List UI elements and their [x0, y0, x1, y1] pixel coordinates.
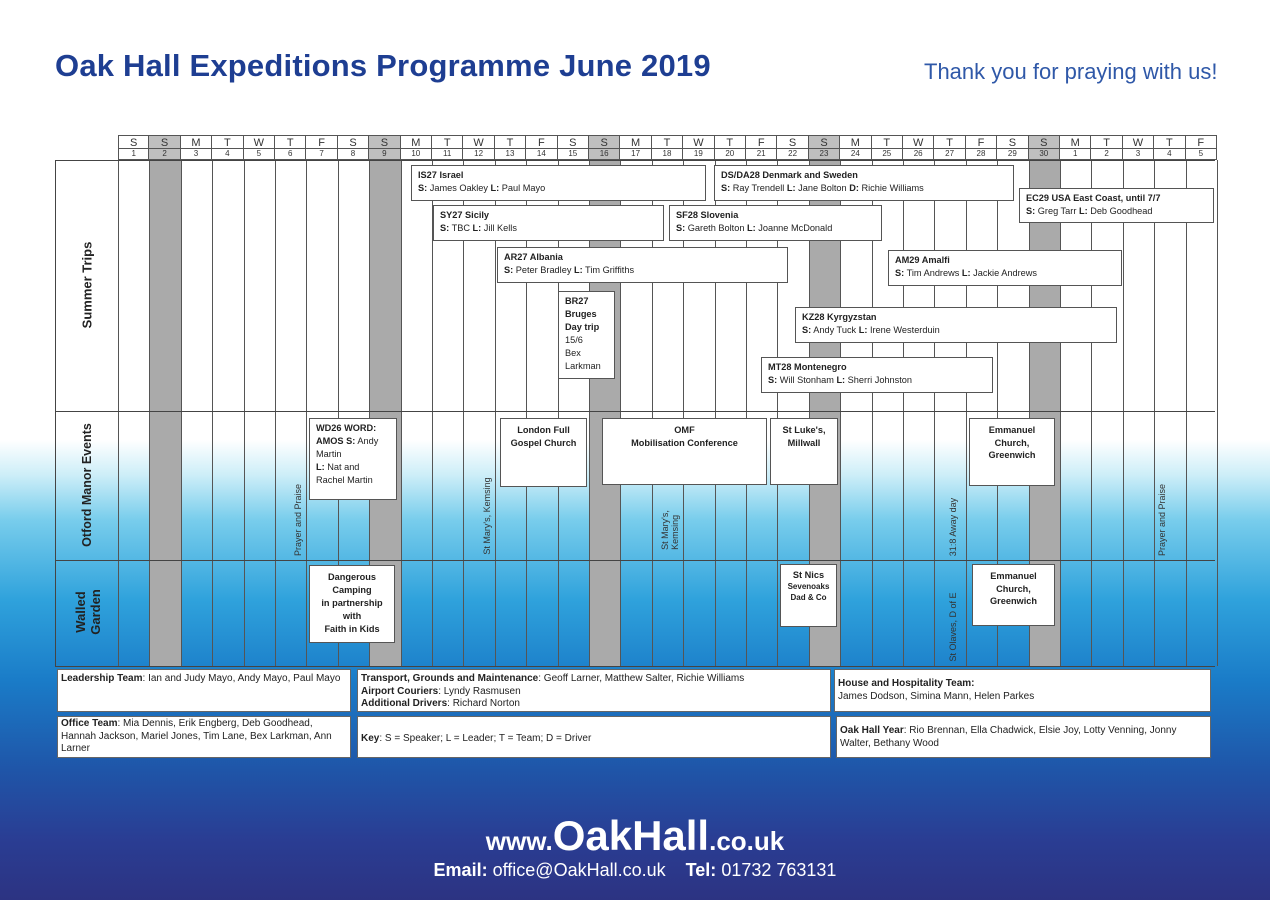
day-letter: M	[840, 135, 871, 149]
office-names: : Mia Dennis, Erik Engberg, Deb Goodhead, Hannah Jackson, Mariel Jones, Tim Lane, Bex Larkman, Ann Larner	[61, 718, 332, 754]
day-letter: W	[683, 135, 714, 149]
office-label: Office Team	[61, 718, 118, 729]
grid-row-line	[55, 666, 1215, 667]
event-line: Sevenoaks	[787, 582, 830, 591]
day-letter: T	[872, 135, 903, 149]
grid-line	[244, 160, 245, 666]
speaker-key: S:	[721, 182, 731, 193]
grid-line	[1186, 160, 1187, 666]
event-title: AMOS	[316, 436, 344, 446]
trip-line: 15/6	[565, 335, 583, 345]
speaker-key: S:	[676, 222, 686, 233]
event-line: Mobilisation Conference	[631, 437, 738, 448]
tel-label: Tel:	[685, 860, 717, 880]
page-title: Oak Hall Expeditions Programme June 2019	[55, 48, 711, 83]
speaker-name: Martin	[316, 449, 342, 459]
day-letter: S	[589, 135, 620, 149]
day-letter: T	[275, 135, 306, 149]
trip-title: SF28 Slovenia	[676, 210, 739, 220]
trip-title: KZ28 Kyrgyzstan	[802, 312, 877, 322]
speaker-name: TBC	[451, 222, 470, 233]
day-number: 12	[463, 149, 494, 160]
event-emmanuel-greenwich-garden[interactable]	[972, 564, 1055, 626]
day-number: 28	[966, 149, 997, 160]
event-line: Emmanuel	[990, 571, 1037, 581]
event-line: Greenwich	[988, 450, 1036, 460]
day-number: 10	[401, 149, 432, 160]
event-line: Faith in Kids	[324, 624, 380, 634]
day-number: 8	[338, 149, 369, 160]
event-wd26-word-amos[interactable]	[309, 418, 397, 500]
event-omf-conference[interactable]	[602, 418, 767, 485]
speaker-name: Will Stonham	[779, 374, 834, 385]
speaker-name: Andy	[357, 436, 379, 446]
grid-row-line	[55, 560, 1215, 561]
grid-line	[275, 160, 276, 666]
row-label-walled-garden	[73, 589, 103, 635]
grid-line	[118, 160, 119, 666]
grid-line	[1123, 160, 1124, 666]
key-label: Key	[361, 733, 380, 744]
day-letter: S	[558, 135, 589, 149]
trip-kz28-kyrgyzstan[interactable]	[795, 307, 1117, 343]
leader-key: L:	[316, 462, 325, 472]
day-number: 4	[212, 149, 243, 160]
grid-line	[401, 160, 402, 666]
grid-row-line	[55, 160, 1215, 161]
grid-line	[55, 160, 56, 666]
leader-name: Tim Griffiths	[585, 264, 635, 275]
trip-dsda28-denmark-sweden[interactable]	[714, 165, 1014, 201]
leader-name: Irene Westerduin	[869, 324, 940, 335]
website-link[interactable]	[0, 812, 1270, 860]
speaker-key: S:	[504, 264, 514, 275]
day-letter: M	[620, 135, 651, 149]
trip-title: EC29 USA East Coast, until 7/7	[1026, 193, 1161, 203]
event-line: Dad & Co	[790, 593, 827, 602]
grid-line	[212, 160, 213, 666]
trip-title: MT28 Montenegro	[768, 362, 847, 372]
leader-name: Jackie Andrews	[973, 267, 1037, 278]
trip-ec29-usa-east-coast[interactable]	[1019, 188, 1214, 223]
event-line: Dangerous	[328, 572, 376, 582]
event-st-marys-18	[660, 510, 680, 550]
event-line: Church,	[994, 437, 1030, 448]
day-number: 18	[652, 149, 683, 160]
row-label-summer-trips: Summer Trips	[79, 241, 95, 329]
event-line: Camping	[332, 585, 372, 595]
day-letter: T	[652, 135, 683, 149]
trip-title: SY27 Sicily	[440, 210, 490, 220]
leader-name: Joanne McDonald	[758, 222, 833, 233]
grid-line	[1060, 160, 1061, 666]
speaker-key: S:	[440, 222, 450, 233]
day-number: 5	[1186, 149, 1217, 160]
driver-key: D:	[849, 182, 859, 193]
event-title: WD26 WORD:	[316, 423, 377, 433]
event-st-marys-12: St Mary's, Kemsing	[482, 477, 492, 555]
leader-key: L:	[1078, 205, 1088, 216]
key-box	[357, 716, 831, 758]
event-line: in partnership	[321, 598, 383, 608]
leader-key: L:	[472, 222, 482, 233]
event-line: St Luke's,	[782, 425, 826, 435]
trip-line: Larkman	[565, 361, 601, 371]
event-emmanuel-greenwich[interactable]	[969, 418, 1055, 486]
driver-name: Richie Williams	[861, 182, 924, 193]
year-names: : Rio Brennan, Ella Chadwick, Elsie Joy, Lotty Venning, Jonny Walter, Bethany Wood	[840, 725, 1177, 749]
airport-label: Airport Couriers	[361, 685, 439, 697]
leader-key: L:	[747, 222, 756, 233]
transport-names: : Geoff Larner, Matthew Salter, Richie Williams	[538, 673, 745, 684]
speaker-name: Peter Bradley	[515, 264, 572, 275]
event-line: Millwall	[787, 437, 821, 448]
contact-line	[0, 860, 1270, 881]
leader-key: L:	[573, 264, 583, 275]
day-letter: S	[338, 135, 369, 149]
trip-is27-israel[interactable]	[411, 165, 706, 201]
day-letter: S	[1029, 135, 1060, 149]
day-letter: T	[1091, 135, 1122, 149]
grid-line	[934, 160, 935, 666]
day-letter: M	[401, 135, 432, 149]
day-letter: S	[997, 135, 1028, 149]
day-number: 30	[1029, 149, 1060, 160]
day-number: 19	[683, 149, 714, 160]
drivers-label: Additional Drivers	[361, 698, 448, 709]
day-number: 1	[1060, 149, 1091, 160]
day-letter: T	[934, 135, 965, 149]
day-letter: M	[181, 135, 212, 149]
day-number: 22	[777, 149, 808, 160]
trip-title: IS27 Israel	[418, 170, 464, 180]
leader-key: L:	[858, 324, 868, 335]
event-st-lukes-millwall[interactable]	[770, 418, 838, 485]
day-number: 16	[589, 149, 620, 160]
transport-label: Transport, Grounds and Maintenance	[361, 673, 539, 684]
day-letter: M	[1060, 135, 1091, 149]
tel-number[interactable]: 01732 763131	[721, 860, 837, 880]
website-domain: .co.uk	[709, 826, 785, 856]
house-hospitality-box	[834, 669, 1211, 712]
day-letter: T	[495, 135, 526, 149]
event-line: St Mary's,	[660, 510, 670, 550]
event-prayer-praise-6: Prayer and Praise	[293, 483, 303, 557]
trip-title: AR27 Albania	[504, 252, 563, 262]
grid-line	[903, 160, 904, 666]
speaker-name: Gareth Bolton	[687, 222, 745, 233]
airport-names: : Lyndy Rasmusen	[438, 685, 521, 697]
day-number: 7	[306, 149, 337, 160]
drivers-names: : Richard Norton	[447, 698, 520, 709]
row-label-walled-line2: Garden	[88, 589, 103, 635]
day-number: 3	[181, 149, 212, 160]
email-address[interactable]: office@OakHall.co.uk	[492, 860, 666, 880]
speaker-name: Andy Tuck	[813, 324, 857, 335]
event-line: St Nics	[792, 570, 825, 580]
day-number: 24	[840, 149, 871, 160]
trip-sy27-sicily[interactable]	[433, 205, 664, 241]
speaker-key: S:	[768, 374, 778, 385]
day-number: 6	[275, 149, 306, 160]
day-letter: W	[244, 135, 275, 149]
speaker-name: James Oakley	[429, 182, 488, 193]
trip-line: BR27	[565, 296, 589, 306]
event-dangerous-camping[interactable]	[309, 565, 395, 643]
leader-key: L:	[836, 374, 846, 385]
day-letter: T	[715, 135, 746, 149]
event-line: London Full	[517, 425, 570, 435]
day-number: 4	[1154, 149, 1185, 160]
speaker-name: Ray Trendell	[732, 182, 785, 193]
leader-name: Nat and	[327, 462, 360, 472]
day-letter: T	[212, 135, 243, 149]
day-letter: S	[149, 135, 180, 149]
day-number: 13	[495, 149, 526, 160]
day-number: 26	[903, 149, 934, 160]
grid-line	[306, 160, 307, 666]
trip-line: Bruges	[565, 309, 597, 319]
tagline: Thank you for praying with us!	[924, 59, 1218, 84]
event-line: OMF	[674, 425, 695, 435]
day-number: 25	[872, 149, 903, 160]
day-letter: S	[118, 135, 149, 149]
speaker-name: Greg Tarr	[1037, 205, 1077, 216]
day-letter: F	[526, 135, 557, 149]
event-line: Greenwich	[990, 596, 1037, 606]
day-letter: T	[432, 135, 463, 149]
day-number: 21	[746, 149, 777, 160]
speaker-key: S:	[1026, 205, 1036, 216]
leader-key: L:	[786, 182, 796, 193]
day-letter: F	[746, 135, 777, 149]
event-line: Church,	[996, 583, 1031, 594]
day-number: 3	[1123, 149, 1154, 160]
event-st-nics-sevenoaks[interactable]	[780, 564, 837, 627]
leader-name: Rachel Martin	[316, 475, 373, 485]
day-number: 5	[244, 149, 275, 160]
event-line: with	[342, 611, 362, 621]
house-names: James Dodson, Simina Mann, Helen Parkes	[838, 690, 1035, 702]
day-number: 20	[715, 149, 746, 160]
transport-team-box	[357, 669, 831, 712]
trip-line: Bex	[565, 348, 581, 358]
leadership-label: Leadership Team	[61, 673, 143, 684]
day-number: 14	[526, 149, 557, 160]
trip-mt28-montenegro[interactable]	[761, 357, 993, 393]
row-label-otford-manor: Otford Manor Events	[80, 423, 94, 547]
day-letter: F	[1186, 135, 1217, 149]
trip-ar27-albania[interactable]	[497, 247, 788, 283]
grid-line	[149, 160, 150, 666]
website-brand: OakHall	[552, 812, 710, 859]
speaker-key: S:	[346, 436, 356, 446]
day-letter: W	[463, 135, 494, 149]
speaker-key: S:	[418, 182, 428, 193]
key-text: : S = Speaker; L = Leader; T = Team; D = Driver	[379, 733, 592, 744]
trip-am29-amalfi[interactable]	[888, 250, 1122, 286]
event-london-full-gospel[interactable]	[500, 418, 587, 487]
event-st-olaves-doe: St Olaves, D of E	[948, 592, 958, 662]
weekend-column	[149, 160, 180, 666]
day-number: 2	[149, 149, 180, 160]
trip-line: Day trip	[565, 322, 600, 332]
day-number: 27	[934, 149, 965, 160]
grid-line	[1217, 160, 1218, 666]
leadership-team-box	[57, 669, 351, 712]
year-label: Oak Hall Year	[840, 725, 904, 736]
speaker-key: S:	[802, 324, 812, 335]
leader-name: Jill Kells	[483, 222, 517, 233]
house-label: House and Hospitality Team:	[838, 678, 975, 689]
day-letter: S	[369, 135, 400, 149]
day-number: 9	[369, 149, 400, 160]
trip-title: DS/DA28 Denmark and Sweden	[721, 170, 858, 180]
day-number: 29	[997, 149, 1028, 160]
event-line: Emmanuel	[988, 425, 1036, 435]
day-letter: W	[1123, 135, 1154, 149]
day-letter: T	[1154, 135, 1185, 149]
grid-line	[1091, 160, 1092, 666]
day-letter: W	[903, 135, 934, 149]
leader-name: Paul Mayo	[501, 182, 546, 193]
oak-hall-year-box	[836, 716, 1211, 758]
leader-name: Sherri Johnston	[847, 374, 913, 385]
leadership-names: : Ian and Judy Mayo, Andy Mayo, Paul Mayo	[142, 673, 341, 684]
leader-name: Deb Goodhead	[1090, 205, 1153, 216]
leader-key: L:	[961, 267, 971, 278]
grid-line	[181, 160, 182, 666]
event-prayer-praise-4: Prayer and Praise	[1157, 483, 1167, 557]
day-number: 1	[118, 149, 149, 160]
grid-line	[966, 160, 967, 666]
day-letter: S	[809, 135, 840, 149]
speaker-name: Tim Andrews	[906, 267, 960, 278]
day-letter: F	[966, 135, 997, 149]
grid-line	[1154, 160, 1155, 666]
trip-title: AM29 Amalfi	[895, 255, 950, 265]
office-team-box	[57, 716, 351, 758]
leader-name: Jane Bolton	[798, 182, 847, 193]
day-number: 2	[1091, 149, 1122, 160]
trip-br27-bruges[interactable]	[558, 291, 615, 379]
day-number: 11	[432, 149, 463, 160]
event-line: Gospel Church	[510, 437, 577, 448]
website-prefix: www.	[485, 826, 553, 856]
day-number: 17	[620, 149, 651, 160]
speaker-key: S:	[895, 267, 905, 278]
event-line: Kemsing	[670, 514, 680, 550]
email-label: Email:	[433, 860, 488, 880]
leader-key: L:	[490, 182, 500, 193]
day-letter: F	[306, 135, 337, 149]
row-label-walled-line1: Walled	[73, 591, 88, 633]
day-number: 23	[809, 149, 840, 160]
event-away-day-27: 31:8 Away day	[948, 497, 958, 557]
grid-row-line	[55, 411, 1215, 412]
day-letter: S	[777, 135, 808, 149]
trip-sf28-slovenia[interactable]	[669, 205, 882, 241]
day-number: 15	[558, 149, 589, 160]
